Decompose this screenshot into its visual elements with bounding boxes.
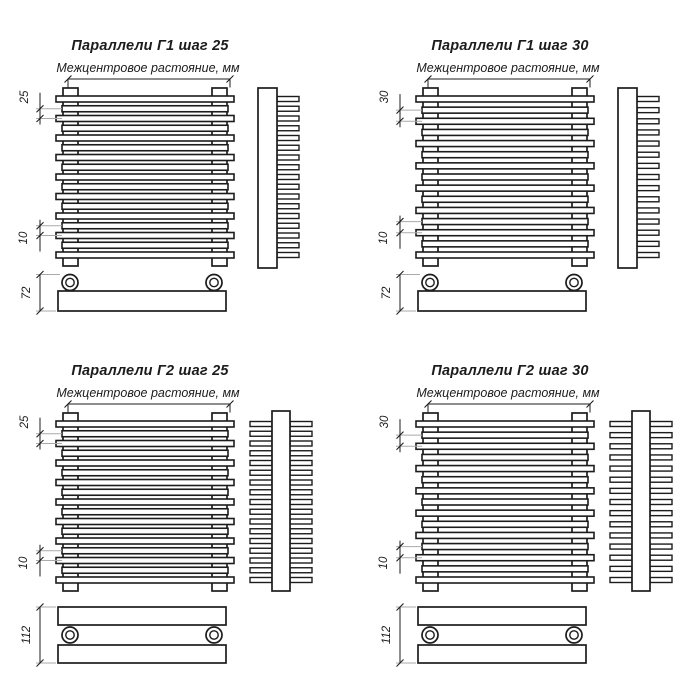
panel-subtitle: Межцентровое растояние, мм (56, 61, 240, 75)
panel-g1-step25 (18, 38, 299, 315)
depth-dimension-label: 112 (21, 625, 33, 645)
panel-subtitle: Межцентровое растояние, мм (56, 386, 240, 400)
bottom-view (418, 607, 586, 663)
front-view (416, 413, 594, 591)
step-dimension-label: 25 (19, 415, 31, 429)
panel-geometry (396, 76, 659, 315)
panel-g2-step25 (18, 363, 312, 667)
front-view (416, 88, 594, 266)
panel-g2-step30 (378, 363, 672, 667)
panel-geometry (36, 76, 299, 315)
bottom-view (418, 275, 586, 312)
front-view (56, 88, 234, 266)
depth-dimension-label: 112 (381, 625, 393, 645)
depth-dimension-label: 72 (21, 286, 33, 300)
panel-subtitle: Межцентровое растояние, мм (416, 61, 600, 75)
step-dimension-label: 25 (19, 90, 31, 104)
gap-dimension-label: 10 (378, 556, 390, 570)
gap-dimension-label: 10 (18, 231, 30, 245)
panel-geometry (396, 401, 672, 667)
front-view (56, 413, 234, 591)
bottom-view (58, 607, 226, 663)
side-view (610, 411, 672, 591)
gap-dimension-label: 10 (378, 231, 390, 245)
side-view (258, 88, 299, 268)
bottom-view (58, 275, 226, 312)
panel-g1-step30 (378, 38, 659, 315)
side-view (250, 411, 312, 591)
panel-title: Параллели Г2 шаг 30 (431, 363, 589, 379)
panel-subtitle: Межцентровое растояние, мм (416, 386, 600, 400)
step-dimension-label: 30 (379, 415, 391, 429)
depth-dimension-label: 72 (381, 286, 393, 300)
step-dimension-label: 30 (379, 90, 391, 104)
panel-title: Параллели Г1 шаг 25 (71, 38, 229, 54)
panel-geometry (36, 401, 312, 667)
panel-title: Параллели Г1 шаг 30 (431, 38, 589, 54)
side-view (618, 88, 659, 268)
gap-dimension-label: 10 (18, 556, 30, 570)
panel-title: Параллели Г2 шаг 25 (71, 363, 229, 379)
